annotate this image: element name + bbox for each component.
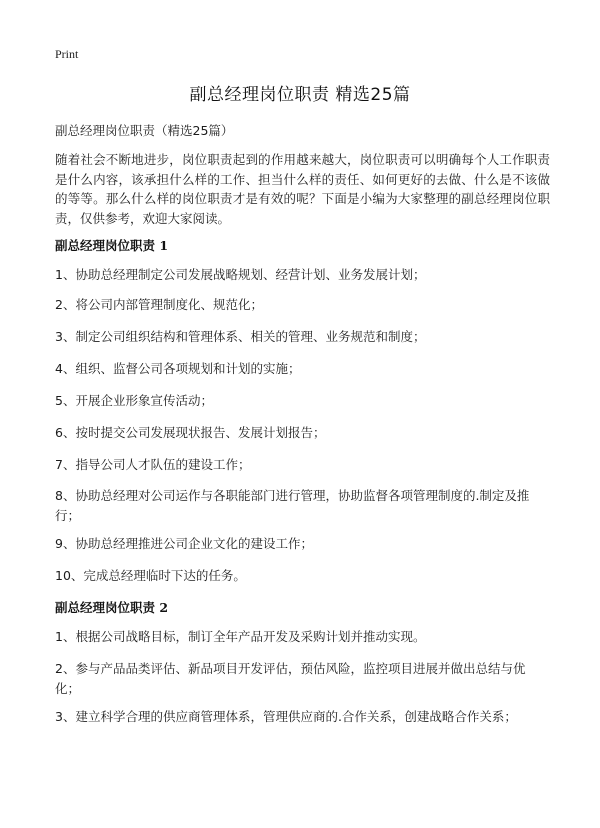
list-item: 8、协助总经理对公司运作与各职能部门进行管理，协助监督各项管理制度的.制定及推行；	[55, 488, 530, 523]
list-item: 7、指导公司人才队伍的建设工作；	[55, 457, 251, 472]
list-item: 2、将公司内部管理制度化、规范化；	[55, 297, 263, 312]
list-item: 3、制定公司组织结构和管理体系、相关的管理、业务规范和制度；	[55, 329, 426, 344]
list-item: 4、组织、监督公司各项规划和计划的实施；	[55, 361, 301, 376]
list-item: 3、建立科学合理的供应商管理体系，管理供应商的.合作关系，创建战略合作关系；	[55, 709, 517, 724]
print-label[interactable]: Print	[55, 47, 79, 61]
list-item: 1、协助总经理制定公司发展战略规划、经营计划、业务发展计划；	[55, 267, 426, 282]
list-item: 1、根据公司战略目标，制订全年产品开发及采购计划并推动实现。	[55, 629, 426, 644]
document-title: 副总经理岗位职责 精选25篇	[189, 85, 411, 105]
list-item: 2、参与产品品类评估、新品项目开发评估，预估风险，监控项目进展并做出总结与优化；	[55, 661, 526, 696]
section-heading-1: 副总经理岗位职责 1	[55, 238, 169, 253]
list-item: 5、开展企业形象宣传活动；	[55, 393, 213, 408]
list-item: 9、协助总经理推进公司企业文化的建设工作；	[55, 536, 313, 551]
list-item: 10、完成总经理临时下达的任务。	[55, 568, 246, 583]
list-item: 6、按时提交公司发展现状报告、发展计划报告；	[55, 425, 326, 440]
document-subtitle: 副总经理岗位职责（精选25篇）	[55, 123, 234, 138]
section-heading-2: 副总经理岗位职责 2	[55, 600, 169, 615]
intro-paragraph: 随着社会不断地进步，岗位职责起到的作用越来越大，岗位职责可以明确每个人工作职责是什么内容，该承担什么样的工作、担当什么样的责任、如何更好的去做、什么是不该做的等等。那么什么样的岗位职责才是有效的呢？下面是小编为大家整理的副总经理岗位职责，仅供参考，欢迎大家阅读。	[55, 152, 550, 226]
